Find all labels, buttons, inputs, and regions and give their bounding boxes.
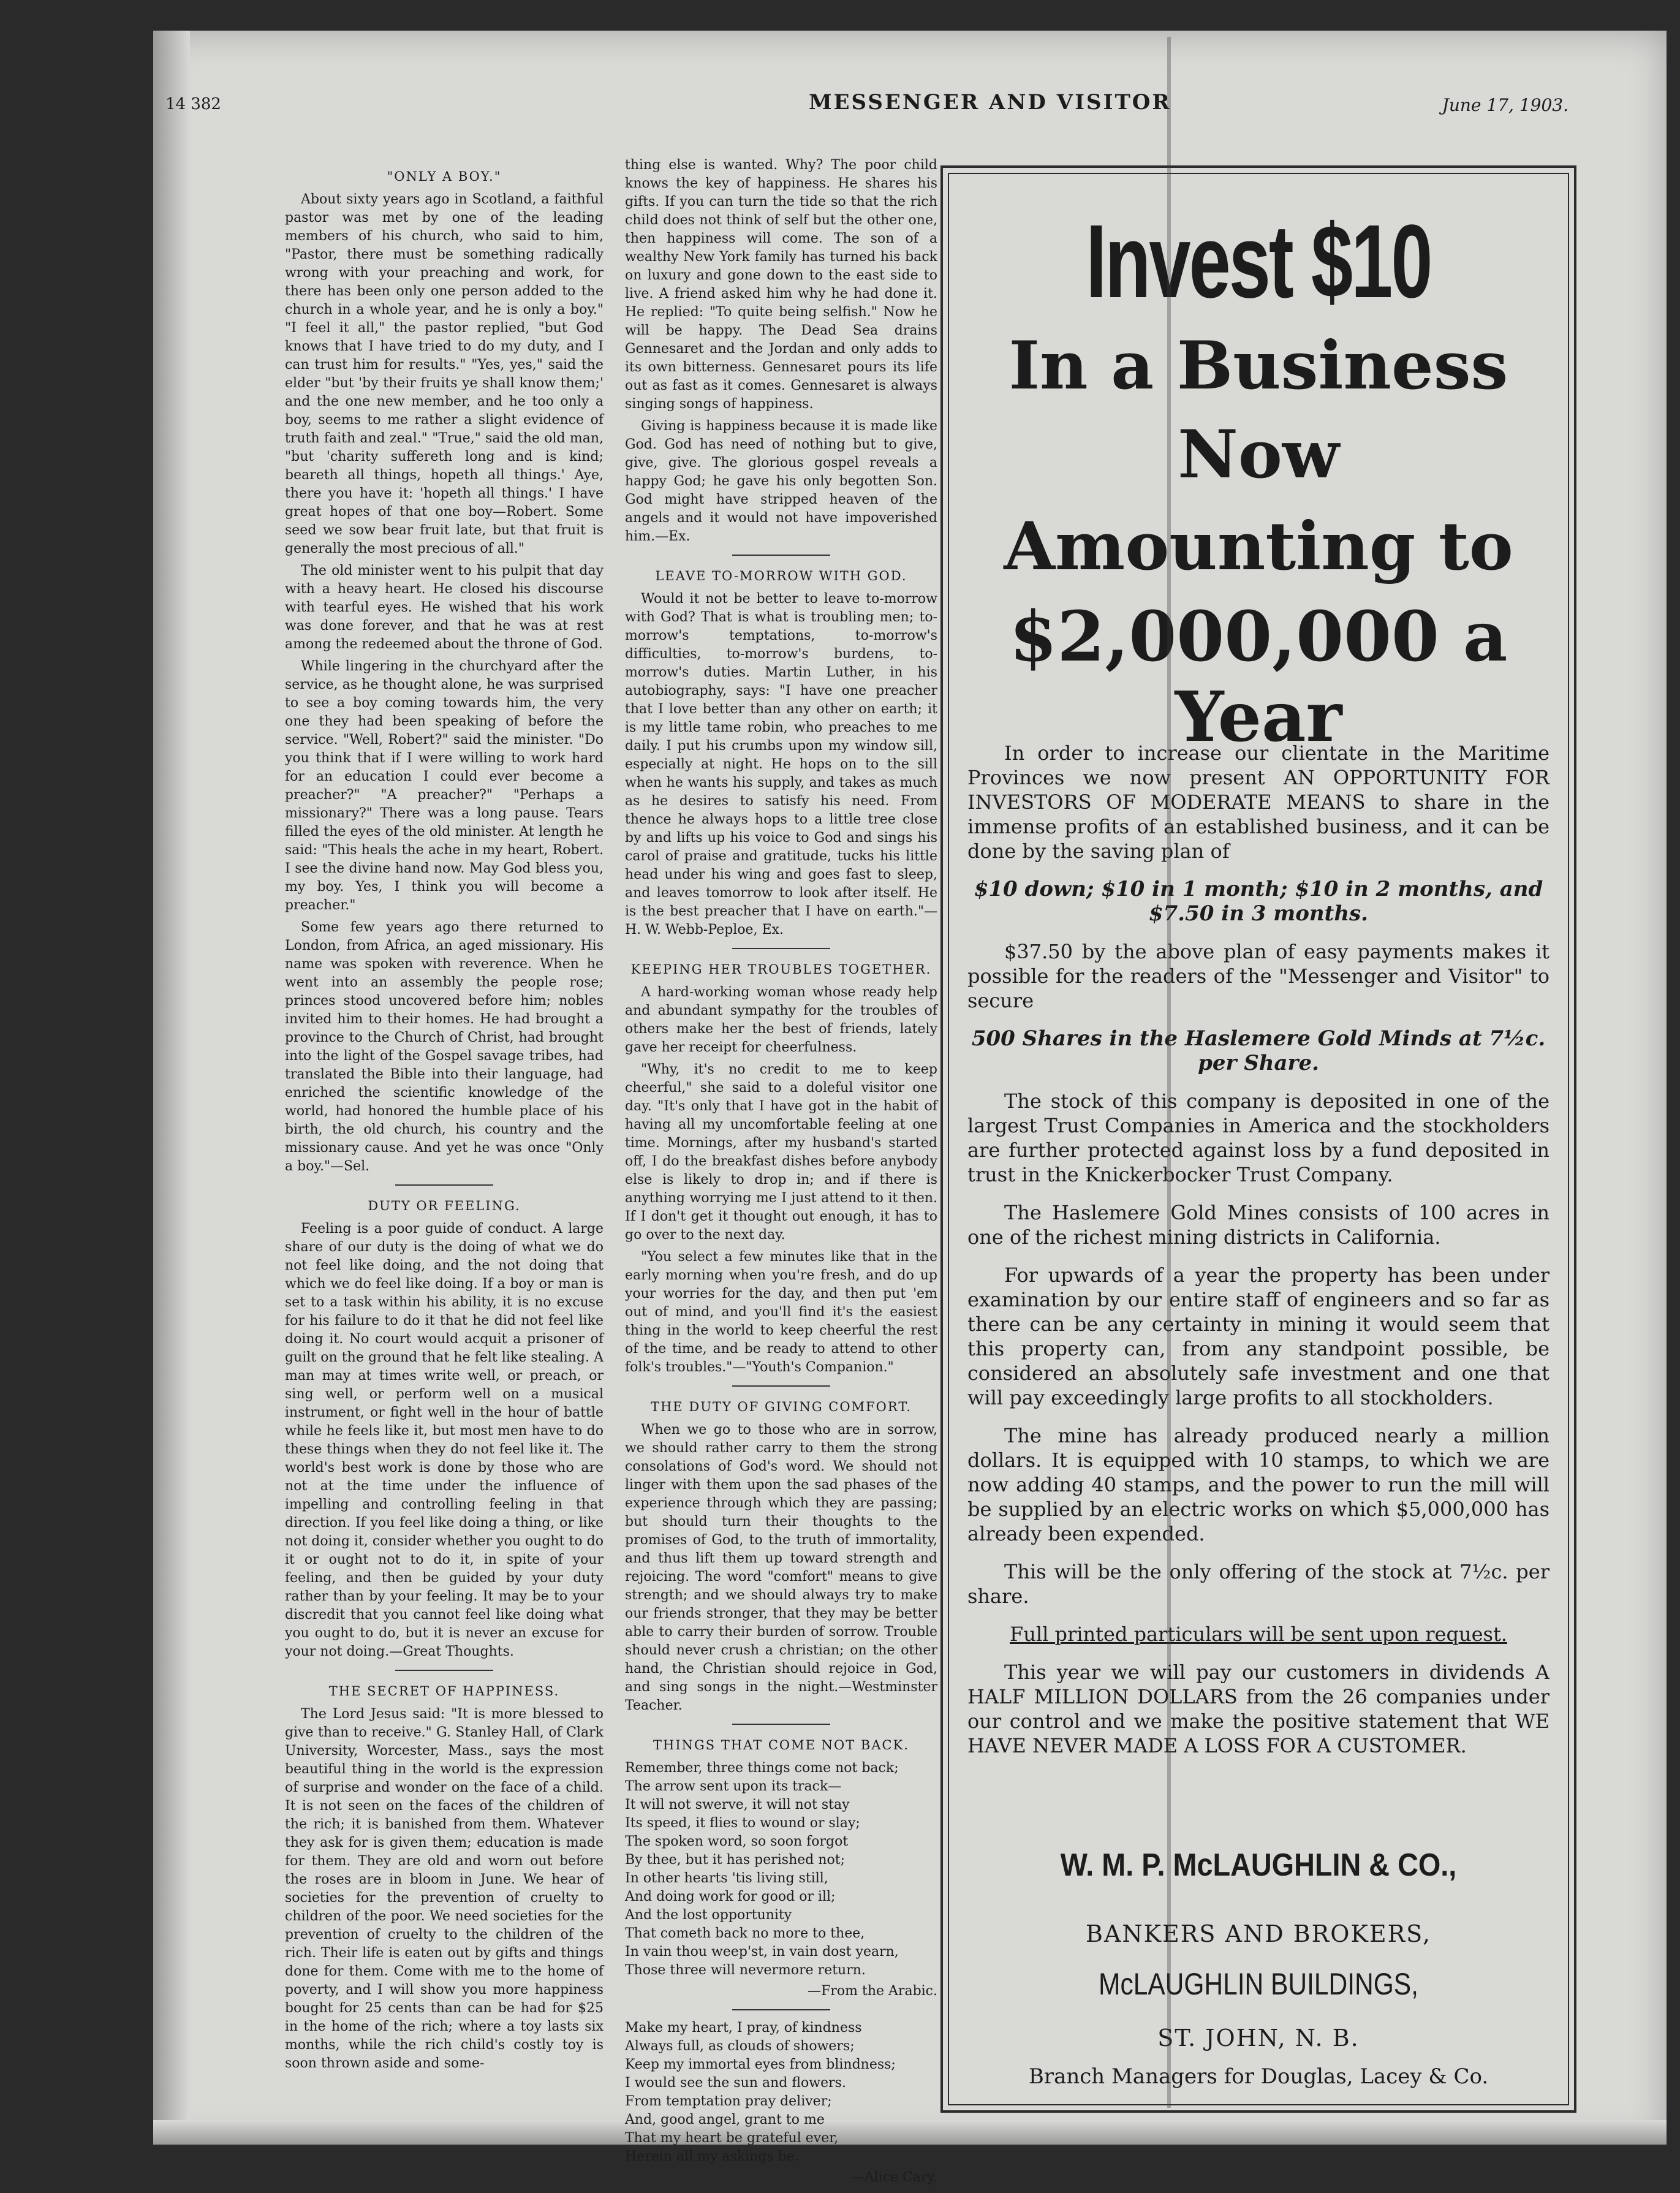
ad-headline: $2,000,000 a Year [1009, 597, 1508, 757]
publication-title: MESSENGER AND VISITOR [809, 90, 1171, 115]
page-number: 14 382 [165, 95, 221, 113]
ad-headline: In a Business [1008, 327, 1508, 404]
paragraph: When we go to those who are in sorrow, we should rather carry to them the strong consolations of God's word. We should not linger with them upon the sad phases of the experience through which they are passing; but should turn their thoughts to the promises of God, to the truth of immortality, and thus lift them up toward strength and rejoicing. The word "comfort" means to give strength; and we should always try to make our friends stronger, that they may be better able to carry their burden of sorrow. Trouble should never crush a christian; on the other hand, the Christian should rejoice in God, and sing songs in the night.—Westminster Teacher. [625, 1422, 937, 1713]
ad-paragraph: The Haslemere Gold Mines consists of 100 acres in one of the richest mining districts in California. [967, 1201, 1549, 1249]
divider [395, 1184, 493, 1186]
poem-line: Keep my immortal eyes from blindness; [625, 2057, 896, 2072]
divider [732, 555, 830, 556]
poem-line: And, good angel, grant to me [625, 2112, 825, 2127]
ad-plan: $10 down; $10 in 1 month; $10 in 2 months, and $7.50 in 3 months. [974, 877, 1543, 926]
ad-paragraph: In order to increase our clientate in the Maritime Provinces we now present AN OPPORTUNITY FOR INVESTORS OF MODERATE MEANS to share in the immense profits of an established business, and it can be done by the saving plan of [967, 741, 1549, 863]
paragraph: "Why, it's no credit to me to keep cheerful," she said to a doleful visitor one day. "It's only that I have got in the habit of having all my uncomfortable feeling at one time. Mornings, after my husband's started off, I do the breakfast dishes before anybody else is likely to drop in; and if there is anything worrying me I just attend to it then. If I don't get it thought out enough, it has to go over to the next day. [625, 1062, 937, 1243]
page-header [165, 83, 1568, 119]
page-fold-line [1167, 37, 1171, 2108]
ad-notice: Full printed particulars will be sent upon request. [1010, 1623, 1507, 1646]
firm-type: BANKERS AND BROKERS, [1086, 1920, 1431, 1947]
firm-city: ST. JOHN, N. B. [1157, 2024, 1360, 2051]
poem-line: Its speed, it flies to wound or slay; [625, 1816, 860, 1831]
article-heading: "ONLY A BOY." [387, 169, 502, 184]
ad-headline: Amounting to [1004, 508, 1513, 585]
firm-building: McLAUGHLIN BUILDINGS, [1099, 1967, 1418, 2001]
paragraph: thing else is wanted. Why? The poor child knows the key of happiness. He shares his gifts. If you can turn the tide so that the rich child does not think of self but the other one, then happiness will come. The son of a wealthy New York family has turned his back on luxury and gone down to the east side to live. A friend asked him why he had done it. He replied: "To quite being selfish." Now he will be happy. The Dead Sea drains Gennesaret and the Jordan and only adds to its own bitterness. Gennesaret pours its life out as fast as it comes. Gennesaret is always singing songs of happiness. [625, 157, 937, 412]
ad-body [967, 741, 1549, 1771]
paragraph: The old minister went to his pulpit that day with a heavy heart. He closed his discourse with tearful eyes. He wished that his work was done forever, and that he was at rest among the redeemed about the throne of God. [285, 563, 604, 652]
poem-line: That my heart be grateful ever, [625, 2131, 839, 2146]
divider [732, 1385, 830, 1387]
paragraph: Giving is happiness because it is made like God. God has need of nothing but to give, give, give. The glorious gospel reveals a happy God; he gave his only begotten Son. God might have stripped heaven of the angels and it would not have impoverished him.—Ex. [625, 419, 937, 544]
ad-paragraph: The mine has already produced nearly a million dollars. It is equipped with 10 stamps, to which we are now adding 40 stamps, and the power to run the mill will be supplied by an electric works on which $5,000,000 has already been expended. [967, 1424, 1549, 1545]
ad-paragraph: This will be the only offering of the stock at 7½c. per share. [967, 1560, 1549, 1608]
poem-line: It will not swerve, it will not stay [625, 1797, 850, 1812]
poem-line: Remember, three things come not back; [625, 1760, 899, 1776]
poem [625, 1759, 937, 1980]
paragraph: A hard-working woman whose ready help and abundant sympathy for the troubles of others make her the best of friends, lately gave her receipt for cheerfulness. [625, 985, 937, 1055]
column-1 [285, 156, 604, 2077]
divider [732, 1724, 830, 1725]
paragraph: About sixty years ago in Scotland, a faithful pastor was met by one of the leading members of his church, who said to him, "Pastor, there must be something radically wrong with your preaching and work, for there has been only one person added to the church in a whole year, and he is only a boy." "I feel it all," the pastor replied, "but God knows that I have tried to do my duty, and I can trust him for results." "Yes, yes," said the elder "but 'by their fruits ye shall know them;' and the one new member, and he too only a boy, seems to me rather a slight evidence of truth faith and zeal." "True," said the old man, "but 'charity suffereth long and is kind; beareth all things, hopeth all things.' Aye, there you have it: 'hopeth all things.' I have great hopes of that one boy—Robert. Some seed we sow bear fruit late, but that fruit is generally the most precious of all." [285, 192, 604, 556]
poem [625, 2019, 937, 2166]
paragraph: While lingering in the churchyard after the service, as he thought alone, he was surprised to see a boy coming towards him, the very one they had been speaking of before the service. "Well, Robert?" said the minister. "Do you think that if I were willing to work hard for an education I could ever become a preacher?" "A preacher?" "Perhaps a missionary?" There was a long pause. Tears filled the eyes of the old minister. At length he said: "This heals the ache in my heart, Robert. I see the divine hand now. May God bless you, my boy. Yes, I think you will become a preacher." [285, 659, 604, 913]
poem-line: I would see the sun and flowers. [625, 2075, 846, 2091]
poem-line: That cometh back no more to thee, [625, 1926, 865, 1941]
ad-headline: Now [1178, 416, 1339, 493]
paragraph: Feeling is a poor guide of conduct. A large share of our duty is the doing of what we do not feel like doing, and the not doing that which we do feel like doing. If a boy or man is set to a task within his ability, it is no excuse for his failure to do it that he did not feel like doing it. No court would acquit a prisoner of guilt on the ground that he felt like stealing. A man may at times write well, or preach, or sing well, or perform well on a musical instrument, or fight well in the hour of battle while he feels like it, but most men have to do these things when they do not feel like it. The world's best work is done by those who are not at the time under the influence of impelling and controlling feeling in that direction. If you feel like doing a thing, or like not doing it, consider whether you ought to do it or ought not to do it, in spite of your feeling, and then be guided by your duty rather than by your feeling. It may be to your discredit that you cannot feel like doing what you ought to do, but it is never an excuse for your not doing.—Great Thoughts. [285, 1221, 604, 1659]
poem-line: And doing work for good or ill; [625, 1889, 836, 1904]
issue-date: June 17, 1903. [1442, 95, 1568, 115]
ad-paragraph: This year we will pay our customers in dividends A HALF MILLION DOLLARS from the 26 companies under our control and we make the positive statement that WE HAVE NEVER MADE A LOSS FOR A CUSTOMER. [967, 1661, 1549, 1757]
article-heading: THE DUTY OF GIVING COMFORT. [651, 1400, 912, 1414]
poem-line: From temptation pray deliver; [625, 2094, 832, 2109]
poem-line: Those three will nevermore return. [625, 1963, 866, 1978]
article-heading: DUTY OR FEELING. [368, 1199, 521, 1213]
ad-paragraph: For upwards of a year the property has been under examination by our entire staff of engineers and so far as there can be any certainty in mining it would seem that this property can, from any standpoint possible, be considered an absolutely safe investment and one that will pay exceedingly large profits to all stockholders. [967, 1263, 1549, 1409]
paragraph: The Lord Jesus said: "It is more blessed to give than to receive." G. Stanley Hall, of Clark University, Worcester, Mass., says the most beautiful thing in the world is the expression of surprise and wonder on the face of a child. It is not seen on the faces of the children of the rich; it is banished from them. Whatever they ask for is given them; education is made for them. They are old and worn out before the roses are in bloom in June. We hear of societies for the prevention of cruelty to children of the poor. We need societies for the prevention of cruelty to the children of the rich. Their life is eaten out by gifts and things done for them. Come with me to the home of poverty, and I will show you more happiness bought for 25 cents than can be had for $25 in the home of the rich; where a toy lasts six months, while the rich child's costly toy is soon thrown aside and some- [285, 1706, 604, 2071]
poem-line: The arrow sent upon its track— [625, 1779, 842, 1794]
attribution: —From the Arabic. [808, 1983, 937, 1999]
paragraph: "You select a few minutes like that in the early morning when you're fresh, and do up your worries for the day, and then put 'em out of mind, and you'll find it's the easiest thing in the world to keep cheerful the rest of the time, and be ready to attend to other folk's troubles."—"Youth's Companion." [625, 1249, 937, 1375]
divider [395, 1670, 493, 1671]
attribution: —Alice Cary. [850, 2170, 937, 2185]
poem-line: And the lost opportunity [625, 1907, 792, 1923]
poem-line: In vain thou weep'st, in vain dost yearn, [625, 1944, 899, 1960]
firm-branch: Branch Managers for Douglas, Lacey & Co. [1028, 2064, 1489, 2089]
paragraph: Would it not be better to leave to-morrow with God? That is what is troubling men; to-morrow's temptations, to-morrow's difficulties, to-morrow's burdens, to-morrow's duties. Martin Luther, in his autobiography, says: "I have one preacher that I love better than any other on earth; it is my little tame robin, who preaches to me daily. I put his crumbs upon my window sill, especially at night. He hops on to the sill when he wants his supply, and takes as much as he desires to satisfy his need. From thence he always hops to a little tree close by and lifts up his voice to God and sings his carol of praise and gratitude, tucks his little head under his wing and goes fast to sleep, and leaves tomorrow to look after itself. He is the best preacher that I have on earth."—H. W. Webb-Peploe, Ex. [625, 591, 937, 937]
article-heading: THINGS THAT COME NOT BACK. [653, 1738, 909, 1752]
binding-shadow [153, 31, 190, 2145]
poem-line: Always full, as clouds of showers; [625, 2039, 855, 2054]
firm-name: W. M. P. McLAUGHLIN & CO., [1060, 1847, 1457, 1883]
article-heading: KEEPING HER TROUBLES TOGETHER. [630, 962, 932, 977]
divider [732, 2009, 830, 2010]
poem-line: Herein all my askings be. [625, 2149, 799, 2164]
column-2 [625, 156, 937, 2193]
ad-headline: Invest $10 [1086, 203, 1431, 320]
poem-line: In other hearts 'tis living still, [625, 1871, 828, 1886]
ad-paragraph: The stock of this company is deposited in one of the largest Trust Companies in America and the stockholders are further protected against loss by a fund deposited in trust in the Knickerbocker Trust Company. [967, 1089, 1549, 1186]
poem-line: The spoken word, so soon forgot [625, 1834, 849, 1849]
divider [732, 948, 830, 949]
paragraph: Some few years ago there returned to London, from Africa, an aged missionary. His name was spoken with reverence. When he went into an assembly the people rose; princes stood uncovered before him; nobles invited him to their homes. He had brought a province to the Church of Christ, had brought into the light of the Gospel savage tribes, had translated the Bible into their language, had enriched the scientific knowledge of the world, had honored the humble place of his birth, the old church, his country and the missionary cause. And yet he was once "Only a boy."—Sel. [285, 920, 604, 1174]
article-heading: THE SECRET OF HAPPINESS. [328, 1684, 560, 1699]
article-heading: LEAVE TO-MORROW WITH GOD. [655, 569, 907, 583]
advertisement [940, 165, 1576, 2113]
ad-shares: 500 Shares in the Haslemere Gold Minds at 7½c. per Share. [971, 1026, 1546, 1075]
ad-paragraph: $37.50 by the above plan of easy payments makes it possible for the readers of the "Messenger and Visitor" to secure [967, 940, 1549, 1012]
poem-line: Make my heart, I pray, of kindness [625, 2020, 862, 2036]
poem-line: By thee, but it has perished not; [625, 1852, 846, 1868]
